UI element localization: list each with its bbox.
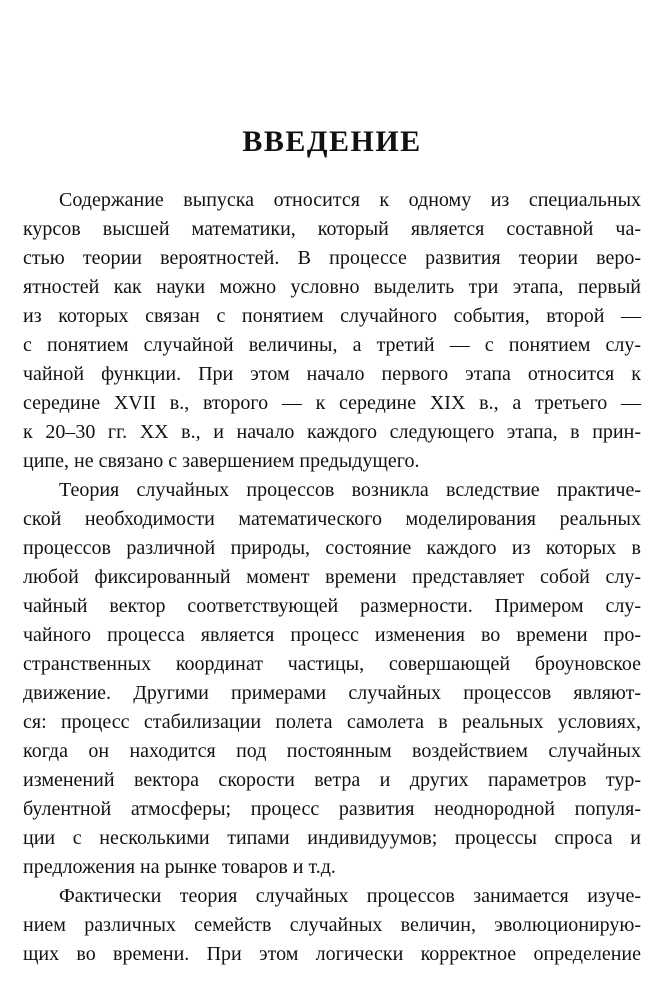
paragraph-1-line-7: чайной функции. При этом начало первого этапа относится к bbox=[23, 363, 641, 385]
document-page bbox=[23, 0, 641, 1000]
paragraph-2-line-8: движение. Другими примерами случайных процессов являют- bbox=[23, 682, 641, 704]
paragraph-2-line-2: ской необходимости математического моделирования реальных bbox=[23, 508, 641, 530]
paragraph-2-line-9: ся: процесс стабилизации полета самолета в реальных условиях, bbox=[23, 711, 641, 733]
paragraph-1-line-8: середине XVII в., второго — к середине XIX в., а третьего — bbox=[23, 392, 641, 414]
paragraph-2-line-12: булентной атмосферы; процесс развития неоднородной популя- bbox=[23, 798, 641, 820]
paragraph-1-line-9: к 20–30 гг. XX в., и начало каждого следующего этапа, в прин- bbox=[23, 421, 641, 443]
paragraph-1-line-2: курсов высшей математики, который является составной ча- bbox=[23, 218, 641, 240]
paragraph-2-line-14: предложения на рынке товаров и т.д. bbox=[23, 856, 336, 878]
paragraph-1-line-10: ципе, не связано с завершением предыдущего. bbox=[23, 450, 420, 472]
paragraph-1-line-6: с понятием случайной величины, а третий — с понятием слу- bbox=[23, 334, 641, 356]
chapter-title: ВВЕДЕНИЕ bbox=[242, 125, 422, 158]
paragraph-2-line-4: любой фиксированный момент времени представляет собой слу- bbox=[23, 566, 641, 588]
paragraph-2-line-6: чайного процесса является процесс изменения во времени про- bbox=[23, 624, 641, 646]
paragraph-2-line-3: процессов различной природы, состояние каждого из которых в bbox=[23, 537, 641, 559]
paragraph-2-line-5: чайный вектор соответствующей размерности. Примером слу- bbox=[23, 595, 641, 617]
paragraph-1-line-4: ятностей как науки можно условно выделить три этапа, первый bbox=[23, 276, 641, 298]
paragraph-2-line-10: когда он находится под постоянным воздействием случайных bbox=[23, 740, 641, 762]
paragraph-2-line-11: изменений вектора скорости ветра и других параметров тур- bbox=[23, 769, 641, 791]
paragraph-3-line-1: Фактически теория случайных процессов занимается изуче- bbox=[59, 885, 641, 907]
paragraph-2-line-13: ции с несколькими типами индивидуумов; процессы спроса и bbox=[23, 827, 641, 849]
paragraph-2-line-7: странственных координат частицы, совершающей броуновское bbox=[23, 653, 641, 675]
paragraph-2-line-1: Теория случайных процессов возникла вследствие практиче- bbox=[59, 479, 641, 501]
paragraph-1-line-5: из которых связан с понятием случайного события, второй — bbox=[23, 305, 641, 327]
paragraph-3-line-2: нием различных семейств случайных величин, эволюционирую- bbox=[23, 914, 641, 936]
paragraph-1-line-1: Содержание выпуска относится к одному из специальных bbox=[59, 189, 641, 211]
paragraph-1-line-3: стью теории вероятностей. В процессе развития теории веро- bbox=[23, 247, 641, 269]
paragraph-3-line-3: щих во времени. При этом логически корректное определение bbox=[23, 943, 641, 965]
